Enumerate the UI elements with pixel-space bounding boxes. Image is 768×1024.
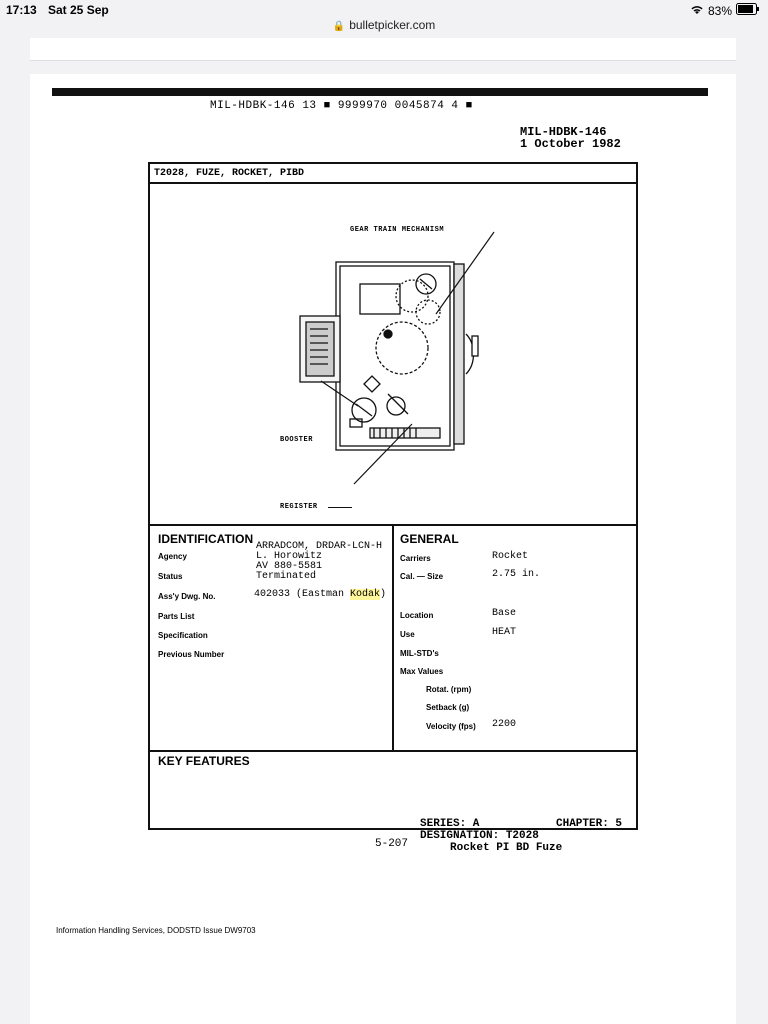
setback-label: Setback (g): [426, 703, 470, 712]
status-time: 17:13: [6, 3, 37, 17]
cal-size-value: 2.75 in.: [492, 569, 541, 580]
parts-list-label: Parts List: [158, 612, 195, 621]
velocity-label: Velocity (fps): [426, 722, 476, 731]
location-value: Base: [492, 608, 517, 619]
handbook-date: 1 October 1982: [520, 137, 621, 151]
handbook-id: [520, 126, 621, 150]
label-booster: BOOSTER: [280, 436, 313, 444]
max-values-label: Max Values: [400, 667, 444, 676]
wifi-icon: [690, 4, 704, 18]
page-number: 5-207: [375, 838, 409, 850]
status-bar: [0, 0, 768, 20]
label-register: REGISTER: [280, 503, 318, 511]
battery-icon: [736, 3, 760, 18]
agency-label: Agency: [158, 552, 187, 561]
data-sheet: [148, 162, 638, 830]
use-label: Use: [400, 630, 415, 639]
sheet-title: T2028, FUZE, ROCKET, PIBD: [154, 168, 305, 179]
previous-page-strip: [30, 38, 736, 61]
milstd-label: MIL-STD's: [400, 649, 439, 658]
url-bar[interactable]: [0, 18, 768, 38]
footer-credit: Information Handling Services, DODSTD Issue DW9703: [56, 926, 256, 935]
general-heading: GENERAL: [400, 532, 459, 546]
url-text: bulletpicker.com: [349, 18, 436, 32]
register-leader: [328, 507, 352, 508]
velocity-value: 2200: [492, 719, 517, 730]
header-code: MIL-HDBK-146 13 ■ 9999970 0045874 4 ■: [210, 100, 473, 112]
label-gear-train: GEAR TRAIN MECHANISM: [350, 226, 445, 234]
identification-heading: IDENTIFICATION: [158, 532, 254, 546]
series-line: SERIES: A: [420, 818, 480, 830]
chapter-line: CHAPTER: 5: [556, 818, 623, 830]
designation-line: DESIGNATION: T2028: [420, 830, 539, 842]
handbook-number: MIL-HDBK-146: [520, 125, 607, 139]
agency-line-1: ARRADCOM, DRDAR-LCN-H: [256, 541, 383, 552]
dwg-label: Ass'y Dwg. No.: [158, 592, 216, 601]
rotat-label: Rotat. (rpm): [426, 685, 472, 694]
key-features-rule: [150, 750, 636, 752]
dwg-end: ): [380, 589, 387, 600]
column-divider: [392, 524, 394, 750]
battery-percent: 83%: [707, 3, 732, 18]
carriers-label: Carriers: [400, 554, 431, 563]
lock-icon: 🔒: [332, 21, 346, 32]
status-value: Terminated: [256, 571, 317, 582]
location-label: Location: [400, 611, 434, 620]
status-date: Sat 25 Sep: [48, 3, 109, 17]
header-bar: [52, 88, 708, 96]
document-page: [30, 74, 736, 1024]
dwg-highlight: Kodak: [350, 589, 381, 600]
status-right: [690, 3, 760, 18]
fuze-body: [300, 262, 478, 450]
agency-line-3: AV 880-5581: [256, 561, 323, 572]
status-label: Status: [158, 572, 183, 581]
dwg-number: 402033 (Eastman: [254, 589, 351, 600]
key-features-heading: KEY FEATURES: [158, 754, 250, 768]
agency-line-2: L. Horowitz: [256, 551, 323, 562]
previous-number-label: Previous Number: [158, 650, 225, 659]
carriers-value: Rocket: [492, 551, 529, 562]
designation-name: Rocket PI BD Fuze: [450, 842, 563, 854]
dwg-value: [254, 590, 386, 600]
specification-label: Specification: [158, 631, 208, 640]
agency-value: [256, 542, 382, 582]
use-value: HEAT: [492, 627, 517, 638]
cal-size-label: Cal. — Size: [400, 572, 444, 581]
